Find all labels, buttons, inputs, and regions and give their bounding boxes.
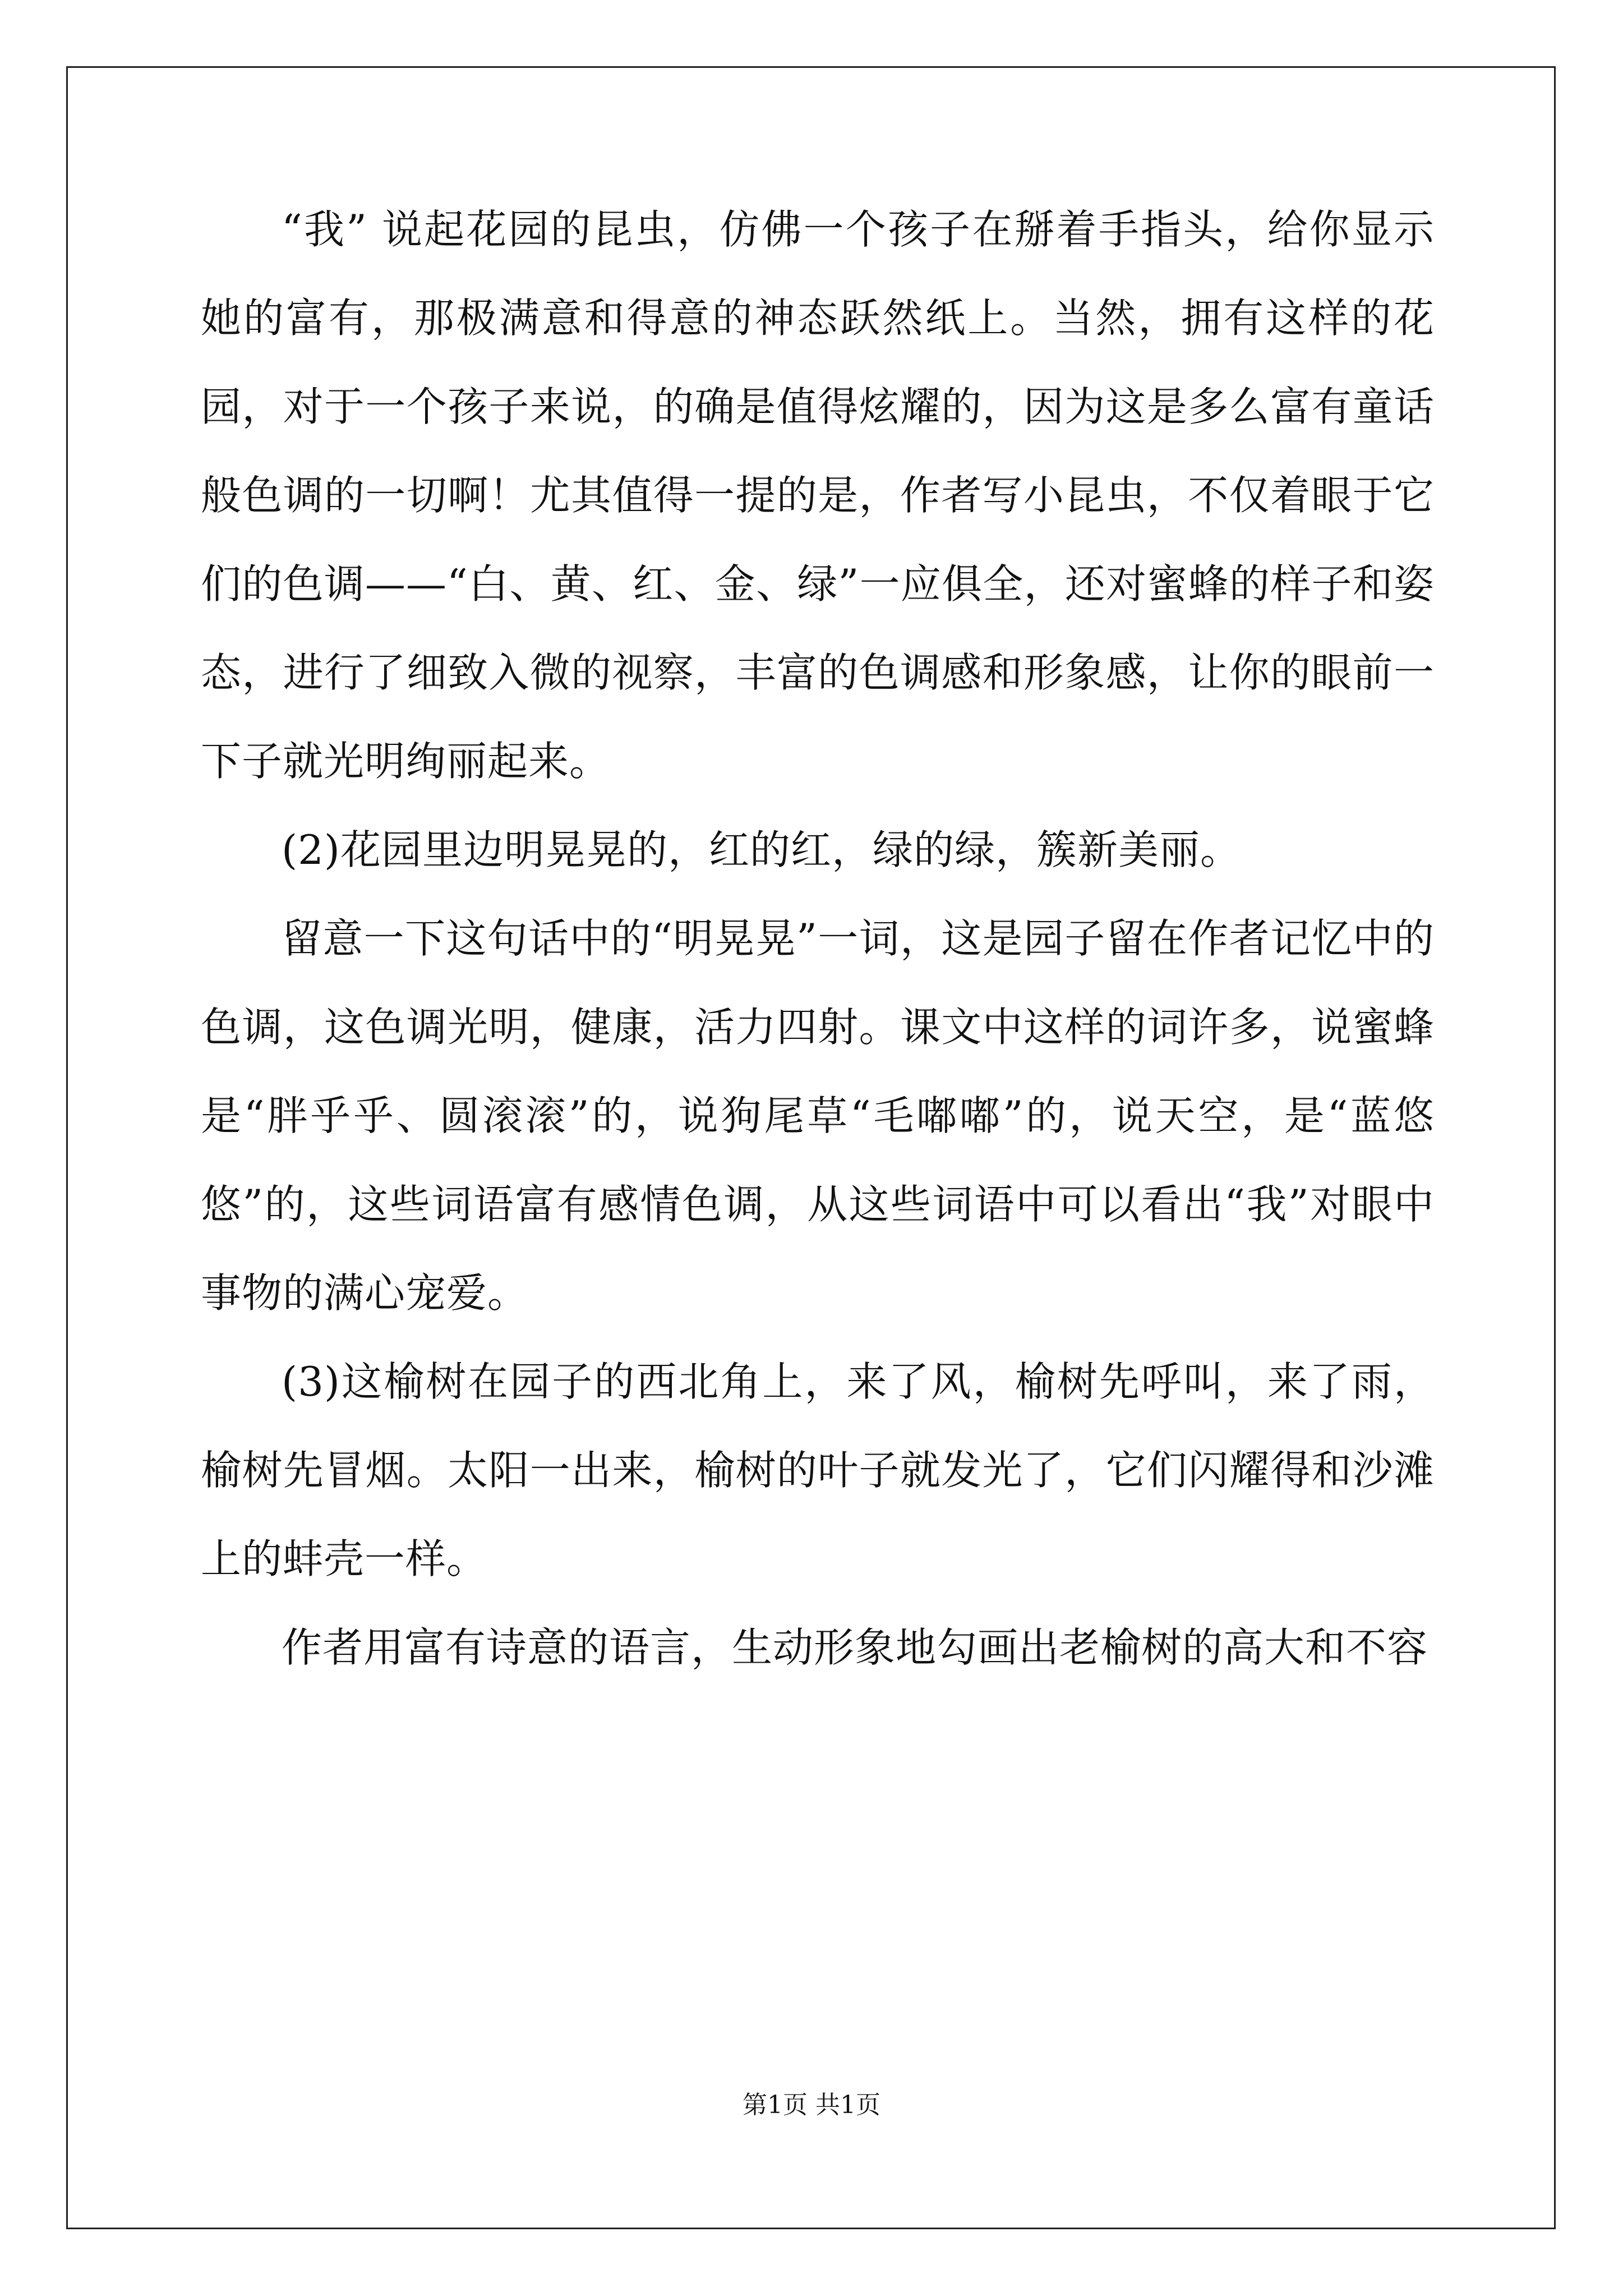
document-body (201, 185, 1435, 1692)
paragraph: (2)花园里边明晃晃的，红的红，绿的绿，簇新美丽。 (282, 826, 1241, 873)
page-number-footer: 第1页 共1页 (743, 2091, 880, 2119)
paragraph: 作者用富有诗意的语言，生动形象地勾画出老榆树的高大和不容 (282, 1624, 1428, 1671)
paragraph: (3)这榆树在园子的西北角上，来了风，榆树先呼叫，来了雨，榆树先冒烟。太阳一出来，榆树的叶子就发光了，它们闪耀得和沙滩上的蚌壳一样。 (201, 1358, 1435, 1582)
paragraph: 留意一下这句话中的“明晃晃”一词，这是园子留在作者记忆中的色调，这色调光明，健康，活力四射。课文中这样的词许多，说蜜蜂是“胖乎乎、圆滚滚”的，说狗尾草“毛嘟嘟”的，说天空，是“蓝悠悠”的，这些词语富有感情色调，从这些词语中可以看出“我”对眼中事物的满心宠爱。 (201, 915, 1435, 1317)
paragraph: “我” 说起花园的昆虫，仿佛一个孩子在掰着手指头，给你显示她的富有，那极满意和得意的神态跃然纸上。当然，拥有这样的花园，对于一个孩子来说，的确是值得炫耀的，因为这是多么富有童话般色调的一切啊！尤其值得一提的是，作者写小昆虫，不仅着眼于它们的色调——“白、黄、红、金、绿”一应俱全，还对蜜蜂的样子和姿态，进行了细致入微的视察，丰富的色调感和形象感，让你的眼前一下子就光明绚丽起来。 (201, 206, 1435, 785)
